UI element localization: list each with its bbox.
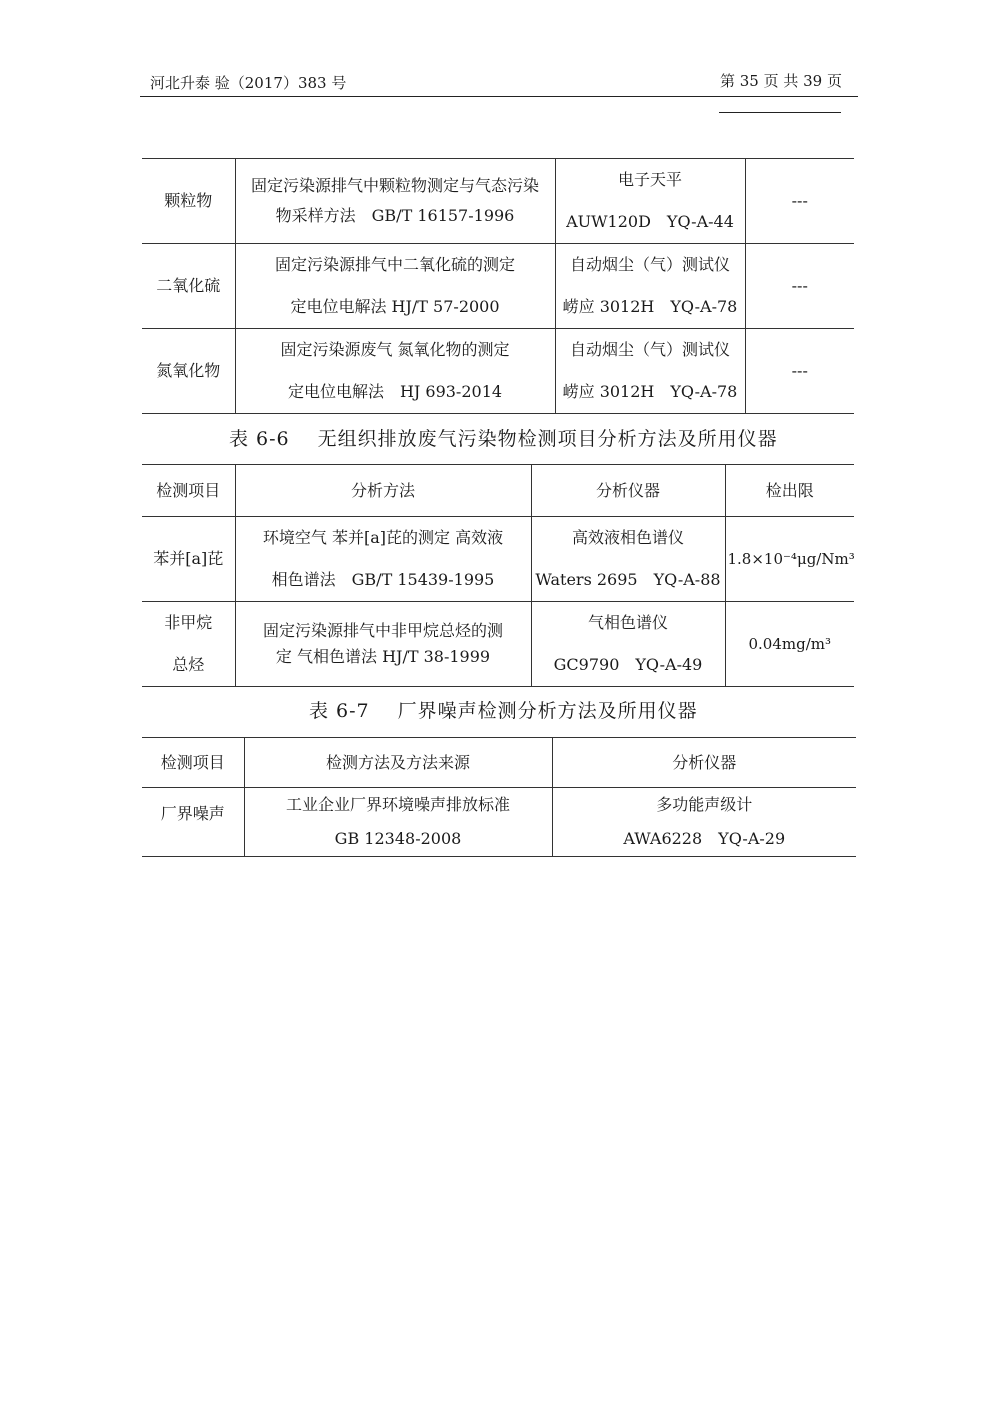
- method-cell: 固定污染源排气中非甲烷总烃的测 定 气相色谱法 HJ/T 38-1999: [235, 602, 531, 687]
- item-cell: 氮氧化物: [142, 329, 235, 414]
- table-6-6-caption: 表 6-6 无组织排放废气污染物检测项目分析方法及所用仪器: [229, 428, 778, 450]
- fugitive-emission-table: [142, 464, 854, 687]
- header-report-number: 河北升泰 验（2017）383 号: [150, 74, 347, 92]
- item-cell: 颗粒物: [142, 159, 235, 244]
- method-cell: 环境空气 苯并[a]芘的测定 高效液 相色谱法 GB/T 15439-1995: [235, 517, 531, 602]
- table-row: [142, 602, 854, 687]
- instrument-cell: 高效液相色谱仪 Waters 2695 YQ-A-88: [531, 517, 725, 602]
- header-page-number: 第 35 页 共 39 页: [719, 72, 842, 90]
- noise-analysis-table: [142, 737, 856, 857]
- column-header: 分析仪器: [552, 738, 856, 788]
- column-header: 检测项目: [142, 738, 244, 788]
- limit-cell: ---: [745, 329, 854, 414]
- table-header-row: [142, 738, 856, 788]
- header-divider: [140, 96, 858, 97]
- method-cell: 固定污染源排气中颗粒物测定与气态污染 物采样方法 GB/T 16157-1996: [235, 159, 555, 244]
- method-cell: 工业企业厂界环境噪声排放标准 GB 12348-2008: [244, 788, 552, 857]
- limit-cell: ---: [745, 159, 854, 244]
- instrument-cell: 多功能声级计 AWA6228 YQ-A-29: [552, 788, 856, 857]
- table-row: [142, 244, 854, 329]
- column-header: 检测方法及方法来源: [244, 738, 552, 788]
- column-header: 检出限: [725, 465, 854, 517]
- gas-analysis-table: [142, 158, 854, 414]
- limit-cell: 1.8×10⁻⁴μg/Nm³: [725, 517, 854, 602]
- instrument-cell: 自动烟尘（气）测试仪 崂应 3012H YQ-A-78: [555, 244, 745, 329]
- table-row: [142, 517, 854, 602]
- limit-cell: ---: [745, 244, 854, 329]
- item-cell: 苯并[a]芘: [142, 517, 235, 602]
- table-header-row: [142, 465, 854, 517]
- item-cell: 二氧化硫: [142, 244, 235, 329]
- instrument-cell: 电子天平 AUW120D YQ-A-44: [555, 159, 745, 244]
- item-cell: 厂界噪声: [142, 788, 244, 857]
- method-cell: 固定污染源排气中二氧化硫的测定 定电位电解法 HJ/T 57-2000: [235, 244, 555, 329]
- method-cell: 固定污染源废气 氮氧化物的测定 定电位电解法 HJ 693-2014: [235, 329, 555, 414]
- column-header: 分析方法: [235, 465, 531, 517]
- table-row: [142, 329, 854, 414]
- column-header: 检测项目: [142, 465, 235, 517]
- instrument-cell: 自动烟尘（气）测试仪 崂应 3012H YQ-A-78: [555, 329, 745, 414]
- table-6-7-caption: 表 6-7 厂界噪声检测分析方法及所用仪器: [309, 700, 698, 722]
- header-short-rule: [719, 112, 841, 113]
- table-row: [142, 788, 856, 857]
- table-row: [142, 159, 854, 244]
- limit-cell: 0.04mg/m³: [725, 602, 854, 687]
- instrument-cell: 气相色谱仪 GC9790 YQ-A-49: [531, 602, 725, 687]
- column-header: 分析仪器: [531, 465, 725, 517]
- item-cell: 非甲烷 总烃: [142, 602, 235, 687]
